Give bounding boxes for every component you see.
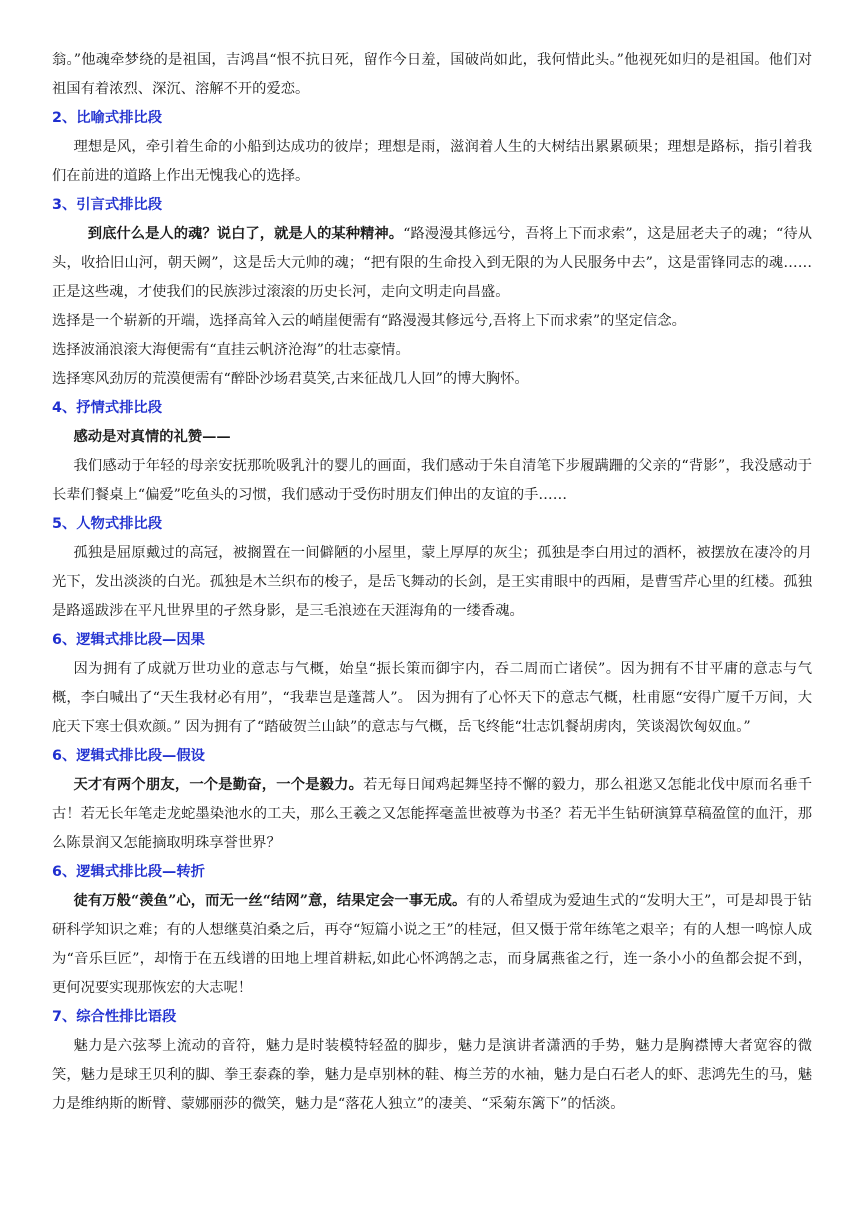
body-paragraph (52, 452, 812, 510)
body-paragraph (52, 423, 812, 452)
section-heading: 7、综合性排比语段 (52, 1009, 177, 1025)
paragraph-text: 有的人希望成为爱迪生式的“发明大王”，可是却畏于钻研科学知识之难；有的人想继莫泊桑之后，再夺“短篇小说之王”的桂冠，但又慑于常年练笔之艰辛；有的人想一鸣惊人成为“音乐巨匠”，却惰于在五线谱的田地上埋首耕耘,如此心怀鸿鹄之志，而身属燕雀之行，连一条小小的鱼都会捉不到，更何况要实现那恢宏的大志呢！ (52, 893, 812, 996)
paragraph-text: 因为拥有了成就万世功业的意志与气概，始皇“振长策而御宇内，吞二周而亡诸侯”。因为拥有不甘平庸的意志与气概，李白喊出了“天生我材必有用”，“我辈岂是蓬蒿人”。 因为拥有了心怀天下的意志气概，杜甫愿“安得广厦千万间，大庇天下寒士俱欢颜。” 因为拥有了“踏破贺兰山缺”的意志与气概，岳飞终能“壮志饥餐胡虏肉，笑谈渴饮匈奴血。” (52, 661, 812, 735)
section-heading: 6、逻辑式排比段—假设 (52, 748, 205, 764)
paragraph-text: “路漫漫其修远兮，吾将上下而求索”，这是屈老夫子的魂；“待从头，收拾旧山河，朝天阙”，这是岳大元帅的魂；“把有限的生命投入到无限的为人民服务中去”，这是雷锋同志的魂……正是这些魂，才使我们的民族涉过滚滚的历史长河，走向文明走向昌盛。 (52, 226, 812, 300)
body-paragraph (52, 46, 812, 104)
paragraph-text: 选择波涌浪滚大海便需有“直挂云帆济沧海”的壮志豪情。 (52, 342, 410, 358)
paragraph-lead-sentence: 到底什么是人的魂？说白了，就是人的某种精神。 (87, 226, 404, 242)
paragraph-text: 若无每日闻鸡起舞坚持不懈的毅力，那么祖逖又怎能北伐中原而名垂千古！若无长年笔走龙蛇墨染池水的工夫，那么王羲之又怎能挥毫盖世被尊为书圣？若无半生钻研演算草稿盈筐的血汗，那么陈景润又怎能摘取明珠享誉世界？ (52, 777, 813, 851)
paragraph-text: 选择寒风劲厉的荒漠便需有“醉卧沙场君莫笑,古来征战几人回”的博大胸怀。 (52, 371, 529, 387)
body-paragraph (52, 220, 812, 307)
section-heading: 2、比喻式排比段 (52, 110, 163, 126)
paragraph-lead-sentence: 天才有两个朋友，一个是勤奋，一个是毅力。 (73, 777, 364, 793)
body-paragraph (52, 336, 812, 365)
body-paragraph (52, 655, 812, 742)
section-heading: 5、人物式排比段 (52, 516, 163, 532)
paragraph-text: 选择是一个崭新的开端，选择高耸入云的峭崖便需有“路漫漫其修远兮,吾将上下而求索”的坚定信念。 (52, 313, 686, 329)
paragraph-lead-sentence: 感动是对真情的礼赞—— (73, 429, 231, 445)
section-heading: 3、引言式排比段 (52, 197, 163, 213)
body-paragraph (52, 771, 812, 858)
paragraph-text: 我们感动于年轻的母亲安抚那吮吸乳汁的婴儿的画面，我们感动于朱自清笔下步履蹒跚的父亲的“背影”，我没感动于长辈们餐桌上“偏爱”吃鱼头的习惯，我们感动于受伤时朋友们伸出的友谊的手…… (52, 458, 812, 503)
section-heading: 4、抒情式排比段 (52, 400, 163, 416)
body-paragraph (52, 133, 812, 191)
body-paragraph (52, 365, 812, 394)
body-paragraph (52, 539, 812, 626)
paragraph-text: 孤独是屈原戴过的高冠，被搁置在一间僻陋的小屋里，蒙上厚厚的灰尘；孤独是李白用过的酒杯，被摆放在凄冷的月光下，发出淡淡的白光。孤独是木兰织布的梭子，是岳飞舞动的长剑，是王实甫眼中的西厢，是曹雪芹心里的红楼。孤独是路遥跋涉在平凡世界里的孑然身影，是三毛浪迹在天涯海角的一缕香魂。 (52, 545, 812, 619)
section-heading: 6、逻辑式排比段—转折 (52, 864, 205, 880)
body-paragraph (52, 887, 812, 1003)
paragraph-text: 理想是风，牵引着生命的小船到达成功的彼岸；理想是雨，滋润着人生的大树结出累累硕果；理想是路标，指引着我们在前进的道路上作出无愧我心的选择。 (52, 139, 812, 184)
paragraph-text: 翁。”他魂牵梦绕的是祖国，吉鸿昌“恨不抗日死，留作今日羞，国破尚如此，我何惜此头。”他视死如归的是祖国。他们对祖国有着浓烈、深沉、溶解不开的爱恋。 (52, 52, 812, 97)
document-page (52, 46, 812, 1119)
paragraph-lead-sentence: 徒有万般“羡鱼”心，而无一丝“结网”意，结果定会一事无成。 (73, 893, 467, 909)
body-paragraph (52, 1032, 812, 1119)
section-heading: 6、逻辑式排比段—因果 (52, 632, 205, 648)
paragraph-text: 魅力是六弦琴上流动的音符，魅力是时装模特轻盈的脚步，魅力是演讲者潇洒的手势，魅力是胸襟博大者宽容的微笑，魅力是球王贝利的脚、拳王泰森的拳，魅力是卓别林的鞋、梅兰芳的水袖，魅力是白石老人的虾、悲鸿先生的马，魅力是维纳斯的断臂、蒙娜丽莎的微笑，魅力是“落花人独立”的凄美、“采菊东篱下”的恬淡。 (52, 1038, 812, 1112)
body-paragraph (52, 307, 812, 336)
